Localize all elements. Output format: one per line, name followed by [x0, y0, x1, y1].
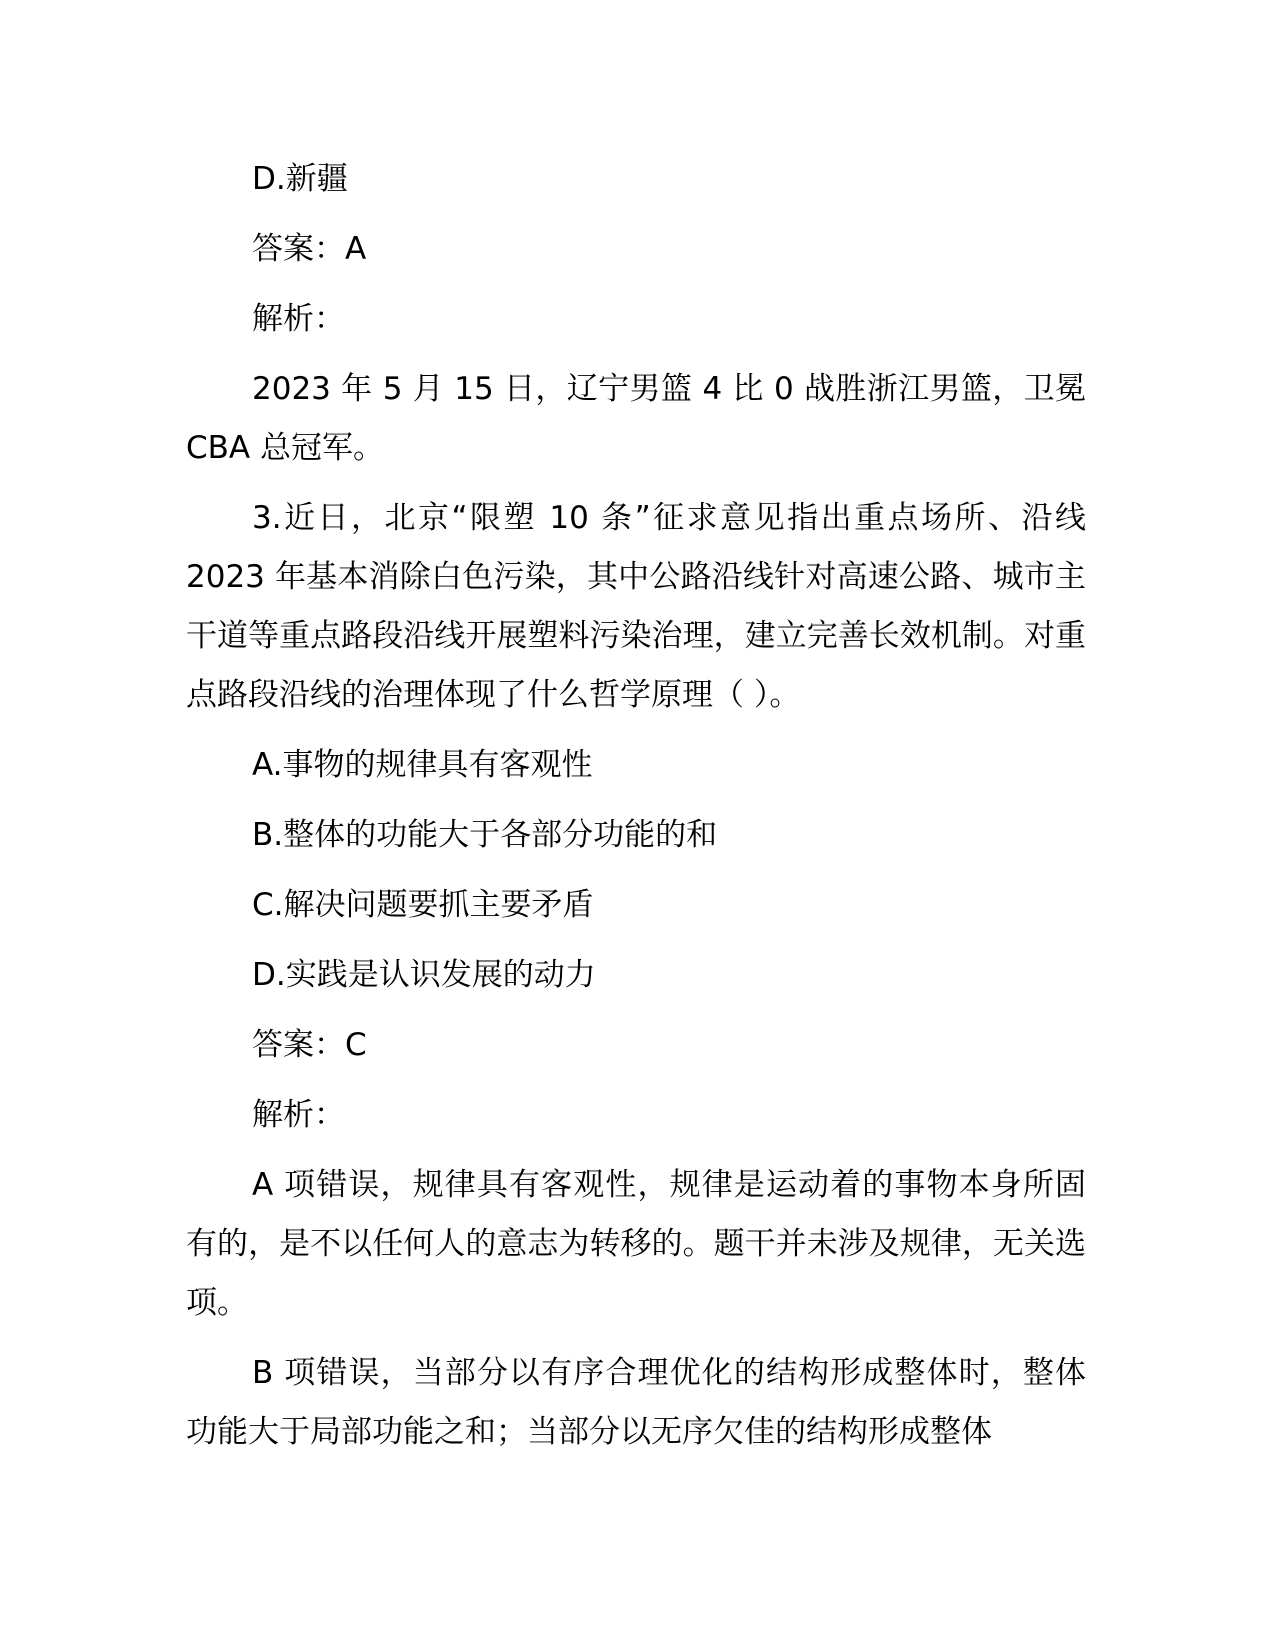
analysis-a: A 项错误，规律具有客观性，规律是运动着的事物本身所固有的，是不以任何人的意志为转移的。题干并未涉及规律，无关选项。: [186, 1167, 1086, 1321]
answer-prev: 答案：A: [252, 231, 367, 267]
answer: 答案：C: [252, 1027, 367, 1063]
analysis-label-prev: 解析：: [252, 301, 345, 337]
analysis-label: 解析：: [252, 1097, 345, 1133]
option-a: A.事物的规律具有客观性: [252, 747, 593, 783]
document-body: [186, 150, 1086, 1473]
analysis-text-prev: 2023 年 5 月 15 日，辽宁男篮 4 比 0 战胜浙江男篮，卫冕 CBA 总冠军。: [186, 371, 1086, 466]
analysis-b: B 项错误，当部分以有序合理优化的结构形成整体时，整体功能大于局部功能之和；当部分以无序欠佳的结构形成整体: [186, 1355, 1086, 1450]
option-b: B.整体的功能大于各部分功能的和: [252, 817, 718, 853]
question-3: 3.近日，北京“限塑 10 条”征求意见指出重点场所、沿线 2023 年基本消除白色污染，其中公路沿线针对高速公路、城市主干道等重点路段沿线开展塑料污染治理，建立完善长效机制。对重点路段沿线的治理体现了什么哲学原理（ ）。: [186, 500, 1086, 713]
option-c: C.解决问题要抓主要矛盾: [252, 887, 594, 923]
option-d: D.实践是认识发展的动力: [252, 957, 596, 993]
option-d-prev: D.新疆: [252, 161, 348, 197]
